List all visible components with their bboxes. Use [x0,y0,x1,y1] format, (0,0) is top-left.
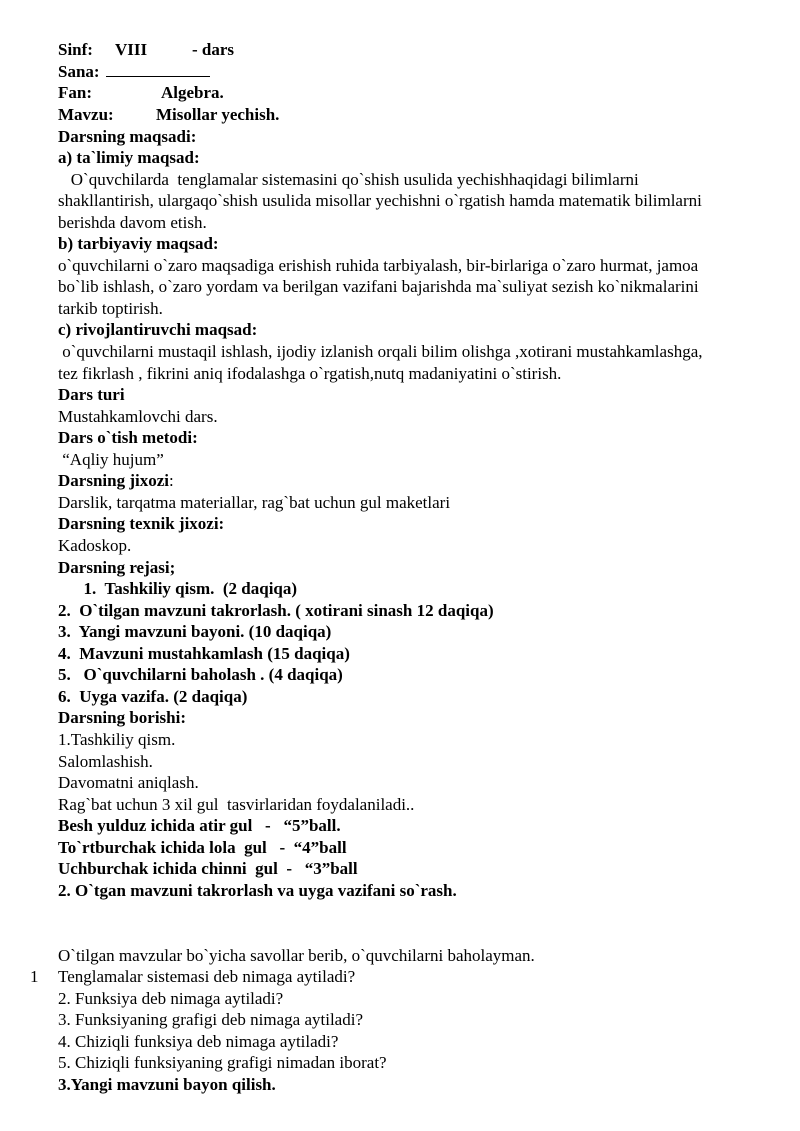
mavzu-line [58,104,279,126]
question-item: Tenglamalar sistemasi deb nimaga aytiladi? [58,967,356,986]
goal-b-line: bo`lib ishlash, o`zaro yordam va berilgan vazifani bajarishda ma`suliyat sezish ko`nikmalarini [58,277,699,296]
fan-label: Fan: [58,83,92,102]
date-blank-line [106,62,210,77]
goal-a-line: berishda davom etish. [58,213,207,232]
goal-c-line: tez fikrlash , fikrini aniq ifodalashga o`rgatish,nutq madaniyatini o`stirish. [58,364,562,383]
question-number: 1 [30,967,39,986]
fan-value: Algebra. [161,83,224,102]
question-item: 5. Chiziqli funksiyaning grafigi nimadan iborat? [58,1053,387,1072]
goal-b-heading: b) tarbiyaviy maqsad: [58,234,219,253]
plan-item: 6. Uyga vazifa. (2 daqiqa) [58,687,248,706]
dars-label: - dars [192,40,235,59]
question-item: 3. Funksiyaning grafigi deb nimaga aytiladi? [58,1010,363,1029]
sana-label: Sana: [58,62,100,81]
dars-turi-heading: Dars turi [58,385,125,404]
mavzu-label: Mavzu: [58,105,114,124]
question-item: 2. Funksiya deb nimaga aytiladi? [58,989,284,1008]
fan-line [58,82,224,104]
jixoz-colon: : [168,471,174,490]
section-heading: 2. O`tgan mavzuni takrorlash va uyga vazifani so`rash. [58,881,457,900]
question-item: 4. Chiziqli funksiya deb nimaga aytiladi? [58,1032,339,1051]
plan-item: 1. Tashkiliy qism. (2 daqiqa) [58,579,298,598]
goal-b-line: tarkib toptirish. [58,299,163,318]
mavzu-value: Misollar yechish. [156,105,280,124]
plan-item: 5. O`quvchilarni baholash . (4 daqiqa) [58,665,343,684]
progress-line: Rag`bat uchun 3 xil gul tasvirlaridan foydalaniladi.. [58,795,415,814]
goal-a-heading: a) ta`limiy maqsad: [58,148,200,167]
reward-line: Besh yulduz ichida atir gul - “5”ball. [58,816,341,835]
plan-item: 2. O`tilgan mavzuni takrorlash. ( xotirani sinash 12 daqiqa) [58,601,494,620]
jixoz-value: Darslik, tarqatma materiallar, rag`bat uchun gul maketlari [58,493,451,512]
reward-line: Uchburchak ichida chinni gul - “3”ball [58,859,358,878]
goal-c-heading: c) rivojlantiruvchi maqsad: [58,320,258,339]
sinf-label: Sinf: [58,40,93,59]
metod-value: “Aqliy hujum” [58,450,164,469]
texnik-value: Kadoskop. [58,536,132,555]
dars-turi-value: Mustahkamlovchi dars. [58,407,218,426]
plan-item: 4. Mavzuni mustahkamlash (15 daqiqa) [58,644,350,663]
sinf-value: VIII [115,40,148,59]
goals-heading: Darsning maqsadi: [58,127,197,146]
goal-b-line: o`quvchilarni o`zaro maqsadiga erishish ruhida tarbiyalash, bir-birlariga o`zaro hurmat, jamoa [58,256,699,275]
plan-item: 3. Yangi mavzuni bayoni. (10 daqiqa) [58,622,332,641]
texnik-heading: Darsning texnik jixozi: [58,514,225,533]
goal-c-line: o`quvchilarni mustaqil ishlash, ijodiy izlanish orqali bilim olishga ,xotirani mustahkamlashga, [58,342,703,361]
progress-line: Salomlashish. [58,752,153,771]
plan-heading: Darsning rejasi; [58,558,176,577]
sana-line [58,61,210,83]
metod-heading: Dars o`tish metodi: [58,428,198,447]
goal-a-line: shakllantirish, ulargaqo`shish usulida misollar yechishni o`rgatish hamda matematik bilimlarni [58,191,702,210]
progress-heading: Darsning borishi: [58,708,186,727]
jixoz-heading-line [58,470,174,492]
sinf-line [58,39,234,61]
questions-intro: O`tilgan mavzular bo`yicha savollar berib, o`quvchilarni baholayman. [58,946,535,965]
goal-a-line: O`quvchilarda tenglamalar sistemasini qo`shish usulida yechishhaqidagi bilimlarni [58,170,639,189]
jixoz-heading: Darsning jixozi [58,471,169,490]
reward-line: To`rtburchak ichida lola gul - “4”ball [58,838,347,857]
progress-line: Davomatni aniqlash. [58,773,199,792]
final-heading: 3.Yangi mavzuni bayon qilish. [58,1075,276,1094]
progress-line: 1.Tashkiliy qism. [58,730,176,749]
